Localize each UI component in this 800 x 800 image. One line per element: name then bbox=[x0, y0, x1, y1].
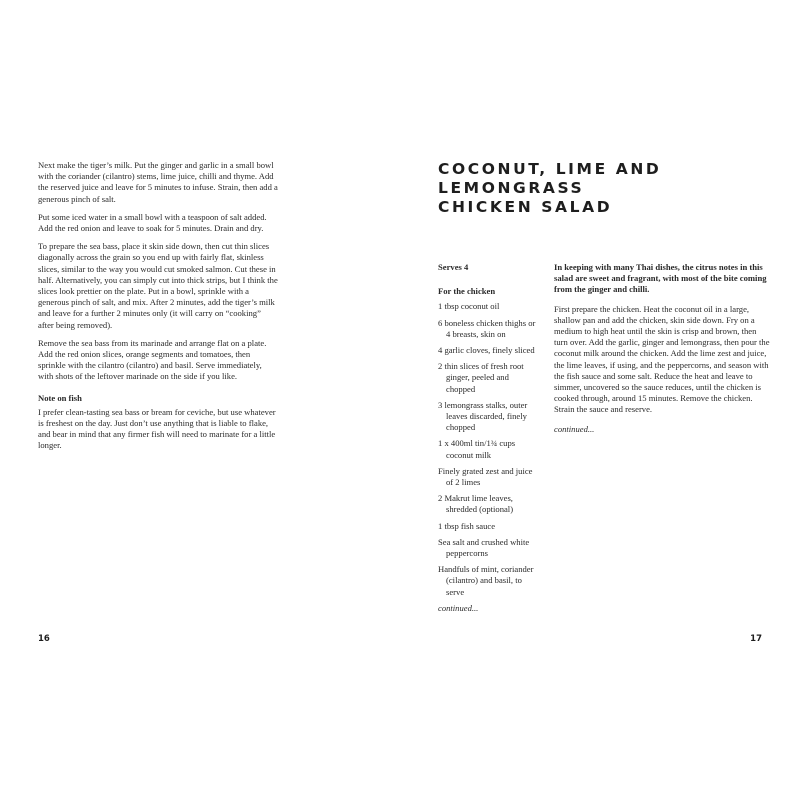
ingredients-continued: continued... bbox=[438, 602, 479, 613]
ingredient: 4 garlic cloves, finely sliced bbox=[438, 345, 535, 356]
paragraph: Put some iced water in a small bowl with a teaspoon of salt added. Add the red onion and leave to soak for 5 minutes. Drain and dry. bbox=[38, 211, 267, 234]
ingredient: 1 x 400ml tin/1¾ cups coconut milk bbox=[438, 438, 516, 460]
ingredient: 1 tbsp fish sauce bbox=[438, 520, 496, 531]
ingredient: Finely grated zest and juice of 2 limes bbox=[438, 465, 533, 488]
ingredient: 3 lemongrass stalks, outer leaves discarded, finely chopped bbox=[438, 399, 528, 433]
ingredient: Handfuls of mint, coriander (cilantro) and basil, to serve bbox=[438, 564, 534, 597]
ingredients-column bbox=[438, 262, 538, 614]
paragraph: Next make the tiger’s milk. Put the ginger and garlic in a small bowl with the coriander (cilantro) stems, lime juice, chilli and thyme. Add the reserved juice and leave for 5 minutes to infuse. Strain, then add a generous pinch of salt. bbox=[38, 160, 278, 204]
ingredient: 2 thin slices of fresh root ginger, peeled and chopped bbox=[438, 361, 524, 394]
ingredients-subheading: For the chicken bbox=[438, 286, 496, 297]
right-page bbox=[400, 0, 800, 800]
page-number: 17 bbox=[750, 634, 762, 644]
serves: Serves 4 bbox=[438, 262, 469, 272]
ingredient: 1 tbsp coconut oil bbox=[438, 301, 500, 312]
method-text: First prepare the chicken. Heat the coconut oil in a large, shallow pan and add the chicken, skin side down. Fry on a medium to high heat until the skin is crisp and brown, then turn over. Add the garlic, ginger and lemongrass, then pour the coconut milk around the chicken. Add the lime zest and juice, the lime leaves, if using, and the peppercorns, and season with the fish sauce and some salt. Reduce the heat and leave to simmer, uncovered so the sauce reduces, until the chicken is cooked through, around 15 minutes. Remove the chicken. Strain the sauce and reserve. bbox=[554, 303, 770, 415]
note-title: Note on fish bbox=[38, 392, 82, 403]
paragraph: To prepare the sea bass, place it skin side down, then cut thin slices diagonally across the grain so you end up with fairly flat, skinless slices, similar to the way you would cut smoked salmon. Cut these in half. Alternatively, you can simply cut into thick strips, but I think the slices look prettier on the plate. Put in a bowl, sprinkle with a generous pinch of salt, and mix. After 2 minutes, add the tiger’s milk and leave for a further 2 minutes only (it will carry on “cooking” after being removed). bbox=[38, 241, 278, 330]
ingredient: 2 Makrut lime leaves, shredded (optional) bbox=[438, 493, 514, 515]
recipe-title bbox=[438, 160, 778, 217]
recipe-title-line-2: CHICKEN SALAD bbox=[438, 198, 613, 216]
ingredient: 6 boneless chicken thighs or 4 breasts, skin on bbox=[438, 317, 536, 339]
ingredient-list bbox=[438, 301, 538, 597]
left-text-column bbox=[38, 160, 278, 459]
recipe-title-line-1: COCONUT, LIME AND LEMONGRASS bbox=[438, 160, 662, 197]
paragraph: Remove the sea bass from its marinade and arrange flat on a plate. Add the red onion slices, orange segments and tomatoes, then sprinkle with the cilantro (cilantro) and basil. Serve immediately, with shots of the leftover marinade on the side if you like. bbox=[38, 337, 267, 382]
recipe-intro: In keeping with many Thai dishes, the citrus notes in this salad are sweet and fragrant, with most of the bite coming from the ginger and chilli. bbox=[554, 262, 767, 295]
note-text: I prefer clean-tasting sea bass or bream for ceviche, but use whatever is freshest on the day. Just don’t use anything that is liable to flake, and bear in mind that any firmer fish will need to marinate for a little longer. bbox=[38, 406, 276, 451]
ingredient: Sea salt and crushed white peppercorns bbox=[438, 536, 530, 559]
method-continued: continued... bbox=[554, 423, 595, 434]
method-column bbox=[554, 262, 770, 435]
page-number: 16 bbox=[38, 634, 50, 644]
